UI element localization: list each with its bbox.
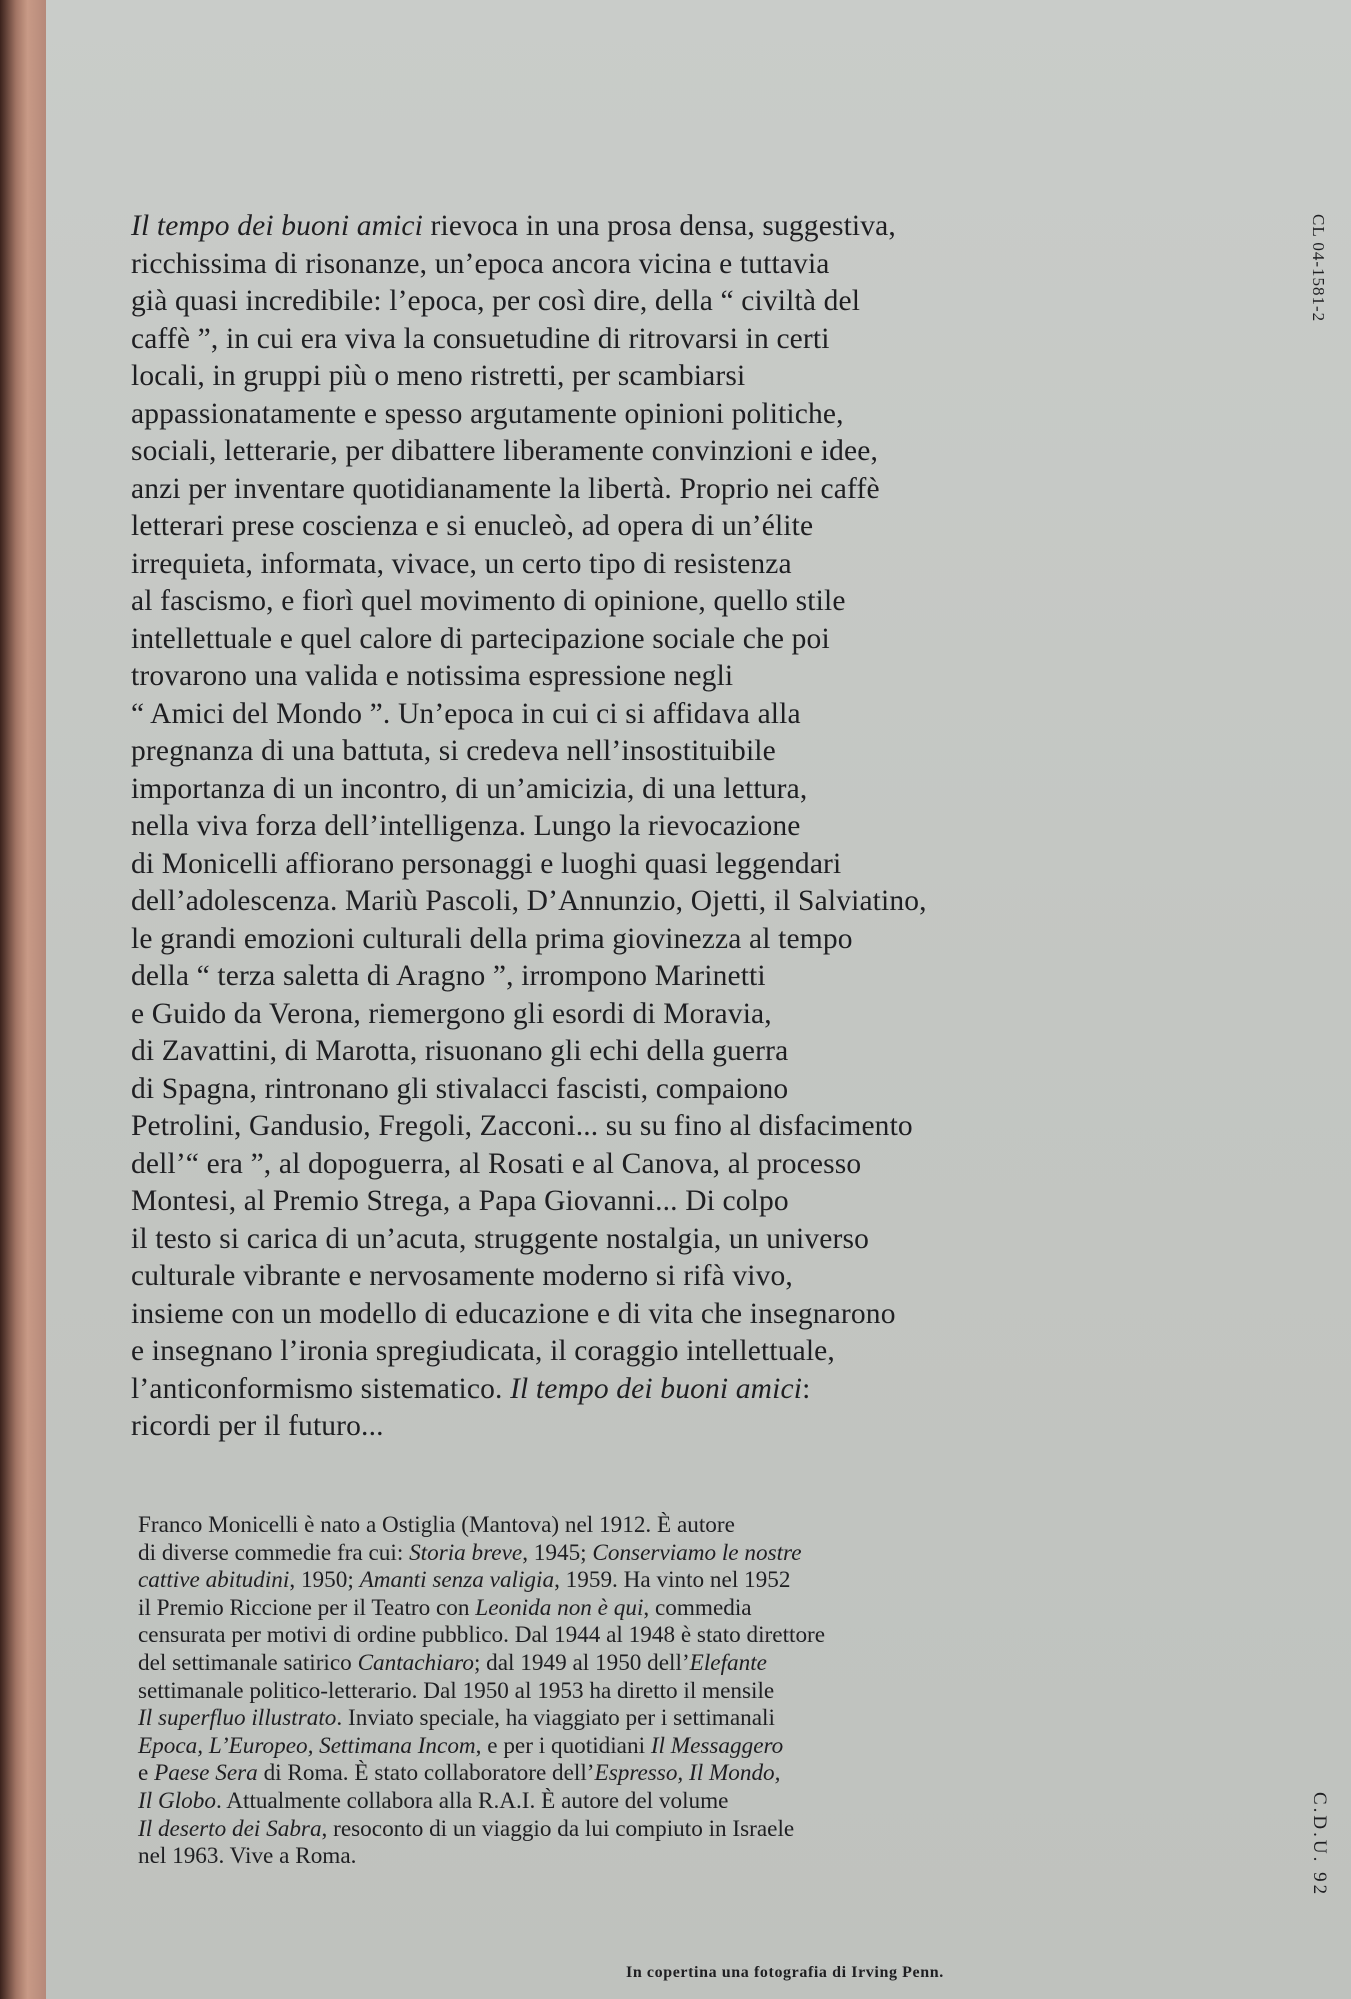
italic-title-run: Elefante [689, 1649, 767, 1676]
catalog-code-bottom: C.D.U. 92 [1309, 1792, 1330, 1898]
bio-line [138, 1733, 1158, 1761]
italic-title-run: Espresso, Il Mondo, [594, 1760, 781, 1787]
blurb-line [131, 958, 1166, 996]
blurb-line [131, 808, 1166, 846]
blurb-line [131, 208, 1166, 246]
italic-title-run: Conserviamo le nostre [592, 1539, 802, 1566]
italic-title-run: Il deserto dei Sabra [138, 1815, 322, 1842]
blurb-line [131, 546, 1166, 584]
text-run: “ Amici del Mondo ”. Un’epoca in cui ci si affidava alla [131, 697, 801, 730]
blurb-text [131, 208, 1166, 1446]
text-run: culturale vibrante e nervosamente moderno si rifà vivo, [131, 1260, 793, 1292]
bio-line [138, 1512, 1158, 1540]
blurb-line [131, 733, 1166, 771]
blurb-line [131, 1071, 1166, 1109]
text-run: del settimanale satirico [138, 1649, 358, 1676]
blurb-line [131, 771, 1166, 809]
blurb-line [131, 658, 1166, 696]
italic-title-run: Storia breve [409, 1539, 523, 1566]
text-run: Montesi, al Premio Strega, a Papa Giovanni... Di colpo [131, 1185, 789, 1217]
blurb-line [131, 283, 1166, 321]
text-run: , e per i quotidiani [475, 1732, 651, 1759]
blurb-line [131, 471, 1166, 509]
text-run: ; dal 1949 al 1950 dell’ [473, 1649, 690, 1676]
bio-line [138, 1788, 1158, 1816]
text-run: , resoconto di un viaggio da lui compiuto in Israele [321, 1815, 795, 1842]
blurb-line [131, 883, 1166, 921]
italic-title-run: Il Messaggero [650, 1732, 784, 1759]
italic-title-run: Cantachiaro [357, 1649, 474, 1676]
blurb-line [131, 1371, 1166, 1409]
text-run: : [802, 1372, 811, 1405]
blurb-line [131, 696, 1166, 734]
back-cover-page [46, 0, 1351, 1999]
blurb-line [131, 583, 1166, 621]
text-run: , 1945; [522, 1539, 593, 1566]
blurb-line [131, 396, 1166, 434]
blurb-line [131, 321, 1166, 359]
italic-title-run: Epoca, L’Europeo, Settimana Incom [138, 1732, 476, 1759]
text-run: . Attualmente collabora alla R.A.I. È autore del volume [215, 1787, 729, 1814]
text-run: di Spagna, rintronano gli stivalacci fascisti, compaiono [131, 1072, 789, 1105]
text-run: e insegnano l’ironia spregiudicata, il coraggio intellettuale, [131, 1335, 835, 1367]
text-run: ricchissima di risonanze, un’epoca ancora vicina e tuttavia [131, 247, 830, 280]
blurb-line [131, 508, 1166, 546]
bio-line [138, 1760, 1158, 1788]
blurb-line [131, 1221, 1166, 1259]
blurb-line [131, 621, 1166, 659]
text-run: anzi per inventare quotidianamente la libertà. Proprio nei caffè [131, 472, 880, 505]
text-run: , 1959. Ha vinto nel 1952 [554, 1567, 791, 1594]
catalog-code-top: CL 04-1581-2 [1309, 214, 1328, 323]
bio-line [138, 1678, 1158, 1706]
italic-title-run: Il Globo [138, 1787, 216, 1814]
blurb-line [131, 433, 1166, 471]
italic-title-run: Il tempo dei buoni amici [510, 1372, 803, 1405]
text-run: , commedia [643, 1594, 752, 1621]
text-run: appassionatamente e spesso argutamente opinioni politiche, [131, 397, 844, 430]
book-spine-edge [0, 0, 46, 1999]
text-run: di Zavattini, di Marotta, risuonano gli echi della guerra [131, 1035, 789, 1067]
text-run: insieme con un modello di educazione e di vita che insegnarono [131, 1297, 896, 1330]
text-run: le grandi emozioni culturali della prima giovinezza al tempo [131, 922, 853, 955]
text-run: di Monicelli affiorano personaggi e luoghi quasi leggendari [131, 847, 842, 880]
text-run: il testo si carica di un’acuta, struggente nostalgia, un universo [131, 1222, 870, 1255]
blurb-line [131, 1183, 1166, 1221]
blurb-line [131, 846, 1166, 884]
text-run: ricordi per il futuro... [131, 1410, 384, 1442]
text-run: intellettuale e quel calore di partecipazione sociale che poi [131, 622, 830, 655]
italic-title-run: Il tempo dei buoni amici [131, 210, 423, 242]
text-run: importanza di un incontro, di un’amicizia, di una lettura, [131, 772, 808, 805]
text-run: letterari prese coscienza e si enucleò, ad opera di un’élite [131, 510, 814, 542]
blurb-line [131, 1296, 1166, 1334]
bio-line [138, 1567, 1158, 1595]
text-run: al fascismo, e fiorì quel movimento di opinione, quello stile [131, 585, 846, 617]
text-run: rievoca in una prosa densa, suggestiva, [423, 210, 896, 242]
blurb-line [131, 246, 1166, 284]
bio-line [138, 1843, 1158, 1871]
bio-line [138, 1705, 1158, 1733]
italic-title-run: Paese Sera [154, 1760, 258, 1787]
text-run: Petrolini, Gandusio, Fregoli, Zacconi... su su fino al disfacimento [131, 1110, 913, 1142]
blurb-line [131, 996, 1166, 1034]
text-run: sociali, letterarie, per dibattere liberamente convinzioni e idee, [131, 435, 879, 467]
author-biography [138, 1512, 1158, 1871]
text-run: irrequieta, informata, vivace, un certo tipo di resistenza [131, 547, 792, 580]
italic-title-run: Il superfluo illustrato [138, 1705, 337, 1732]
text-run: nel 1963. Vive a Roma. [138, 1843, 357, 1870]
text-run: Franco Monicelli è nato a Ostiglia (Mantova) nel 1912. È autore [138, 1512, 735, 1538]
cover-photo-credit: In copertina una fotografia di Irving Penn. [626, 1964, 944, 1981]
text-run: l’anticonformismo sistematico. [131, 1372, 511, 1405]
blurb-line [131, 1146, 1166, 1184]
text-run: già quasi incredibile: l’epoca, per così dire, della “ civiltà del [131, 285, 861, 317]
italic-title-run: Leonida non è qui [475, 1594, 644, 1621]
blurb-line [131, 1258, 1166, 1296]
text-run: , 1950; [289, 1567, 360, 1594]
bio-line [138, 1816, 1158, 1844]
bio-line [138, 1595, 1158, 1623]
text-run: pregnanza di una battuta, si credeva nell’insostituibile [131, 735, 776, 767]
text-run: locali, in gruppi più o meno ristretti, per scambiarsi [131, 360, 746, 392]
blurb-line [131, 358, 1166, 396]
text-run: della “ terza saletta di Aragno ”, irrompono Marinetti [131, 960, 766, 992]
text-run: caffè ”, in cui era viva la consuetudine di ritrovarsi in certi [131, 322, 830, 355]
bio-line [138, 1540, 1158, 1568]
text-run: settimanale politico-letterario. Dal 1950 al 1953 ha diretto il mensile [138, 1677, 775, 1704]
bio-line [138, 1622, 1158, 1650]
blurb-line [131, 1408, 1166, 1446]
text-run: dell’“ era ”, al dopoguerra, al Rosati e al Canova, al processo [131, 1147, 862, 1180]
text-run: di Roma. È stato collaboratore dell’ [257, 1760, 595, 1787]
text-run: e Guido da Verona, riemergono gli esordi di Moravia, [131, 997, 772, 1030]
text-run: . Inviato speciale, ha viaggiato per i settimanali [336, 1705, 775, 1732]
text-run: trovarono una valida e notissima espressione negli [131, 660, 734, 692]
text-run: il Premio Riccione per il Teatro con [138, 1594, 476, 1621]
bio-line [138, 1650, 1158, 1678]
text-run: di diverse commedie fra cui: [138, 1539, 410, 1566]
text-run: dell’adolescenza. Mariù Pascoli, D’Annunzio, Ojetti, il Salviatino, [131, 885, 927, 917]
italic-title-run: Amanti senza valigia [359, 1567, 555, 1594]
italic-title-run: cattive abitudini [138, 1567, 290, 1594]
blurb-line [131, 1108, 1166, 1146]
text-run: e [138, 1760, 155, 1787]
text-run: nella viva forza dell’intelligenza. Lungo la rievocazione [131, 810, 801, 842]
text-run: censurata per motivi di ordine pubblico. Dal 1944 al 1948 è stato direttore [138, 1622, 826, 1649]
blurb-line [131, 1033, 1166, 1071]
blurb-line [131, 1333, 1166, 1371]
blurb-line [131, 921, 1166, 959]
